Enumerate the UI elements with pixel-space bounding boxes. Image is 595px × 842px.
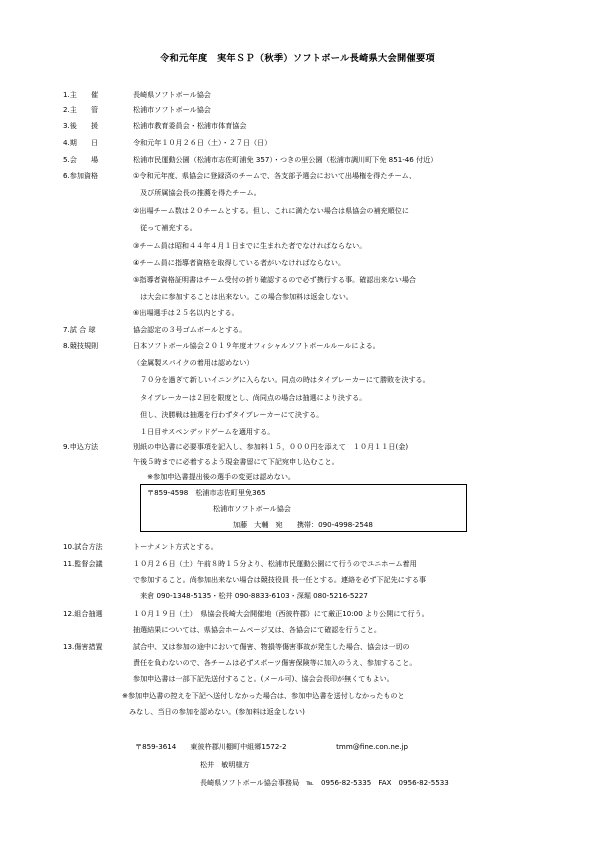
section-5-text: 松浦市民運動公園（松浦市志佐町浦免 357）・つきの里公園（松浦市調川町下免 851-46 付近） [133,155,438,164]
section-8-line: （金属製スパイクの着用は認めない） [133,358,254,367]
section-6-line: 従って補充する。 [133,223,197,232]
section-11-label: 11.監督会議 [63,559,103,568]
section-6-label: 6.参加資格 [63,171,99,180]
section-1-text: 長崎県ソフトボール協会 [133,90,211,99]
footer-address: 〒859-3614 東彼杵郡川棚町中組郷1572-2 tmm@fine.con.ne.jp [135,742,409,751]
section-11-line: で参加すること。尚参加出来ない場合は競技役員 長一任とする。連絡を必ず下記先にする事 [133,575,427,584]
section-8-line: 日本ソフトボール協会２０１９年度オフィシャルソフトボールルールによる。 [133,341,380,350]
section-6-line: ④チーム員に指導者資格を取得している者がいなければならない。 [133,258,346,267]
section-9-line: 別紙の申込書に必要事項を記入し、参加料１５，０００円を添えて １０月１１日(金) [133,442,409,451]
address-box-line: 加藤 大輔 宛 携帯：090-4998-2548 [233,520,373,529]
section-12-label: 12.組合抽選 [63,609,103,618]
section-8-line: ７０分を過ぎて新しいイニングに入らない。同点の時はタイブレーカーにて勝敗を決する。 [133,375,430,384]
section-8-line: １日目サスペンデッドゲームを適用する。 [133,427,275,436]
section-8-line: 但し、決勝戦は抽選を行わずタイブレーカーにて決する。 [133,410,324,419]
section-7-text: 協会認定の３号ゴムボールとする。 [133,325,247,334]
section-8-line: タイブレーカーは２回を限度とし、尚同点の場合は抽選により決する。 [133,393,367,402]
section-3-label: 3.後 援 [63,121,99,130]
section-13-line: 試合中、又は参加の途中において傷害、物損等傷害事故が発生した場合、協会は一切の [133,642,410,651]
section-1-label: 1.主 催 [63,90,99,99]
note-line: ※参加申込書の控えを下記へ送付しなかった場合は、参加申込書を送付しなかったものと [122,691,405,700]
section-10-label: 10.試合方法 [63,542,103,551]
section-4-text: 令和元年１０月２６日（土）・２７日（日） [133,138,272,147]
section-11-line: 来倉 090-1348-5135・松井 090-8833-6103・深堀 080-5216-5227 [133,591,368,600]
section-6-line: 及び所属協会長の推薦を得たチーム。 [133,188,261,197]
section-9-line: ※参加申込書提出後の選手の変更は認めない。 [133,472,296,481]
section-4-label: 4.期 日 [63,138,99,147]
section-9-line: 午後５時までに必着するよう現金書留にて下記宛申し込むこと。 [133,457,339,466]
section-6-line: ②出場チーム数は２０チームとする。但し、これに満たない場合は県協会の補充順位に [133,206,409,215]
section-7-label: 7.試 合 球 [63,325,96,334]
section-13-label: 13.傷害措置 [63,642,103,651]
section-6-line: ③チーム員は昭和４４年４月１日までに生まれた者でなければならない。 [133,241,367,250]
section-12-line: 抽選結果については、県協会ホームページ又は、各協会にて確認を行うこと。 [133,625,381,634]
section-12-line: １０月１９日（土） 県協会長崎大会開催地（西彼杵郡）にて厳正10:00 より公開にて行う。 [133,609,429,618]
section-6-line: ⑤指導者資格証明書はチーム受付の折り確認するので必ず携行する事。確認出来ない場合 [133,275,417,284]
document-title: 令和元年度 実年ＳＰ（秋季）ソフトボール長崎県大会開催要項 [160,53,435,64]
address-box-line: 〒859-4598 松浦市志佐町里免365 [147,488,266,497]
section-11-line: １０月２６日（土）午前８時１５分より、松浦市民運動公園にて行うのでユニホーム着用 [133,559,417,568]
section-6-line: は大会に参加することは出来ない。この場合参加料は返金しない。 [133,292,353,301]
address-box [140,484,467,532]
address-box-line: 松浦市ソフトボール協会 [213,504,291,513]
section-13-line: 参加申込書は一部下記先送付すること。(メール可)、協会会長印が無くてもよい。 [133,674,394,683]
section-13-line: 責任を負わないので、各チームは必ずスポーツ傷害保険等に加入のうえ、参加すること。 [133,658,417,667]
section-3-text: 松浦市教育委員会・松浦市体育協会 [133,121,247,130]
section-5-label: 5.会 場 [63,155,99,164]
section-9-label: 9.申込方法 [63,442,99,451]
section-10-text: トーナメント方式とする。 [133,542,218,551]
footer-care-of: 松井 敏明様方 [200,760,250,769]
section-2-text: 松浦市ソフトボール協会 [133,105,211,114]
section-2-label: 2.主 管 [63,105,99,114]
section-6-line: ⑥出場選手は２５名以内とする。 [133,308,239,317]
footer-office: 長崎県ソフトボール協会事務局 ℡ 0956-82-5335 FAX 0956-82-5533 [200,778,449,787]
note-line: みなし、当日の参加を認めない。(参加料は返金しない) [122,707,305,716]
section-6-line: ①令和元年度、県協会に登録済のチームで、各支部予選会において出場権を得たチーム、 [133,171,417,180]
section-8-label: 8.競技規則 [63,341,99,350]
